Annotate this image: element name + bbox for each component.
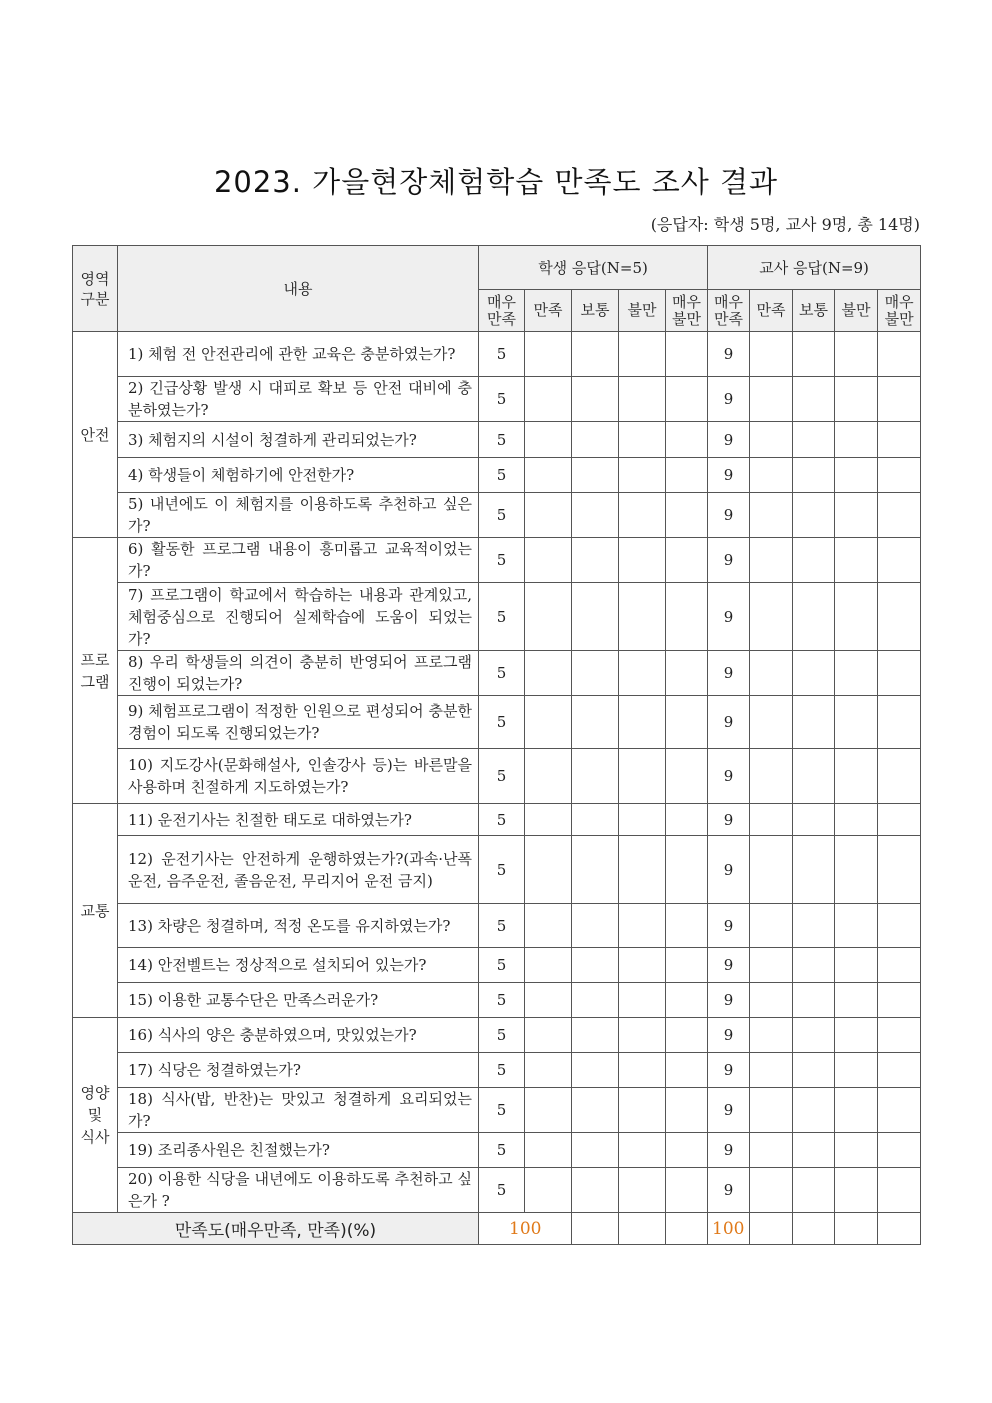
table-row <box>73 1088 921 1133</box>
question-13: 13) 차량은 청결하며, 적정 온도를 유지하였는가? <box>118 904 479 948</box>
respondent-summary: (응답자: 학생 5명, 교사 9명, 총 14명) <box>650 215 920 234</box>
question-20: 20) 이용한 식당을 내년에도 이용하도록 추천하고 싶은가 ? <box>118 1168 479 1213</box>
question-15: 15) 이용한 교통수단은 만족스러운가? <box>118 983 479 1018</box>
teacher-very-satisfied-count: 9 <box>708 1088 750 1133</box>
student-very-satisfied-count: 5 <box>479 836 525 904</box>
teacher-satisfaction-rate: 100 <box>708 1213 750 1245</box>
area-header: 영역 구분 <box>73 246 118 332</box>
question-3: 3) 체험지의 시설이 청결하게 관리되었는가? <box>118 422 479 458</box>
student-very-satisfied-count: 5 <box>479 458 525 493</box>
question-14: 14) 안전벨트는 정상적으로 설치되어 있는가? <box>118 948 479 983</box>
content-header: 내용 <box>118 246 479 332</box>
table-row <box>73 493 921 538</box>
teacher-scale-neutral: 보통 <box>793 290 835 332</box>
teacher-very-satisfied-count: 9 <box>708 422 750 458</box>
student-very-satisfied-count: 5 <box>479 948 525 983</box>
teacher-very-satisfied-count: 9 <box>708 377 750 422</box>
student-very-satisfied-count: 5 <box>479 332 525 377</box>
student-very-satisfied-count: 5 <box>479 1133 525 1168</box>
student-very-satisfied-count: 5 <box>479 651 525 696</box>
table-row <box>73 583 921 651</box>
student-response-header: 학생 응답(N=5) <box>479 246 708 290</box>
area-safety: 안전 <box>73 332 118 538</box>
teacher-scale-very-satisfied: 매우 만족 <box>708 290 750 332</box>
student-very-satisfied-count: 5 <box>479 1168 525 1213</box>
area-transport: 교통 <box>73 804 118 1018</box>
student-very-satisfied-count: 5 <box>479 538 525 583</box>
table-row <box>73 1168 921 1213</box>
question-4: 4) 학생들이 체험하기에 안전한가? <box>118 458 479 493</box>
student-very-satisfied-count: 5 <box>479 983 525 1018</box>
student-very-satisfied-count: 5 <box>479 904 525 948</box>
question-17: 17) 식당은 청결하였는가? <box>118 1053 479 1088</box>
teacher-very-satisfied-count: 9 <box>708 1018 750 1053</box>
student-scale-very-dissatisfied: 매우 불만 <box>666 290 708 332</box>
question-5: 5) 내년에도 이 체험지를 이용하도록 추천하고 싶은가? <box>118 493 479 538</box>
question-18: 18) 식사(밥, 반찬)는 맛있고 청결하게 요리되었는가? <box>118 1088 479 1133</box>
student-very-satisfied-count: 5 <box>479 749 525 804</box>
table-row <box>73 458 921 493</box>
student-scale-very-satisfied: 매우 만족 <box>479 290 525 332</box>
table-row <box>73 904 921 948</box>
teacher-response-header: 교사 응답(N=9) <box>708 246 921 290</box>
teacher-very-satisfied-count: 9 <box>708 1168 750 1213</box>
teacher-very-satisfied-count: 9 <box>708 904 750 948</box>
table-row <box>73 1053 921 1088</box>
table-row <box>73 538 921 583</box>
question-9: 9) 체험프로그램이 적정한 인원으로 편성되어 충분한 경험이 되도록 진행되었는가? <box>118 696 479 749</box>
table-row <box>73 696 921 749</box>
teacher-very-satisfied-count: 9 <box>708 1053 750 1088</box>
question-19: 19) 조리종사원은 친절했는가? <box>118 1133 479 1168</box>
question-2: 2) 긴급상황 발생 시 대피로 확보 등 안전 대비에 충분하였는가? <box>118 377 479 422</box>
area-nutrition-meals: 영양 및 식사 <box>73 1018 118 1213</box>
table-row <box>73 1018 921 1053</box>
table-row <box>73 983 921 1018</box>
teacher-very-satisfied-count: 9 <box>708 458 750 493</box>
table-row <box>73 749 921 804</box>
student-very-satisfied-count: 5 <box>479 804 525 836</box>
student-very-satisfied-count: 5 <box>479 583 525 651</box>
question-8: 8) 우리 학생들의 의견이 충분히 반영되어 프로그램 진행이 되었는가? <box>118 651 479 696</box>
teacher-scale-satisfied: 만족 <box>750 290 793 332</box>
table-row <box>73 422 921 458</box>
question-12: 12) 운전기사는 안전하게 운행하였는가?(과속·난폭운전, 음주운전, 졸음운전, 무리지어 운전 금지) <box>118 836 479 904</box>
student-very-satisfied-count: 5 <box>479 696 525 749</box>
teacher-very-satisfied-count: 9 <box>708 493 750 538</box>
teacher-scale-dissatisfied: 불만 <box>835 290 878 332</box>
table-row <box>73 377 921 422</box>
student-very-satisfied-count: 5 <box>479 493 525 538</box>
satisfaction-rate-label: 만족도(매우만족, 만족)(%) <box>73 1213 479 1245</box>
question-6: 6) 활동한 프로그램 내용이 흥미롭고 교육적이었는가? <box>118 538 479 583</box>
question-1: 1) 체험 전 안전관리에 관한 교육은 충분하였는가? <box>118 332 479 377</box>
teacher-very-satisfied-count: 9 <box>708 836 750 904</box>
teacher-very-satisfied-count: 9 <box>708 651 750 696</box>
question-10: 10) 지도강사(문화해설사, 인솔강사 등)는 바른말을 사용하며 친절하게 지도하였는가? <box>118 749 479 804</box>
table-row <box>73 836 921 904</box>
teacher-very-satisfied-count: 9 <box>708 538 750 583</box>
table-row <box>73 804 921 836</box>
summary-row <box>73 1213 921 1245</box>
teacher-very-satisfied-count: 9 <box>708 804 750 836</box>
student-very-satisfied-count: 5 <box>479 377 525 422</box>
student-scale-satisfied: 만족 <box>525 290 572 332</box>
table-row <box>73 948 921 983</box>
teacher-very-satisfied-count: 9 <box>708 1133 750 1168</box>
student-satisfaction-rate: 100 <box>479 1213 572 1245</box>
student-very-satisfied-count: 5 <box>479 1053 525 1088</box>
teacher-very-satisfied-count: 9 <box>708 948 750 983</box>
student-scale-neutral: 보통 <box>572 290 619 332</box>
table-row <box>73 651 921 696</box>
student-very-satisfied-count: 5 <box>479 422 525 458</box>
table-row <box>73 1133 921 1168</box>
teacher-very-satisfied-count: 9 <box>708 983 750 1018</box>
question-11: 11) 운전기사는 친절한 태도로 대하였는가? <box>118 804 479 836</box>
area-program: 프로 그램 <box>73 538 118 804</box>
student-very-satisfied-count: 5 <box>479 1088 525 1133</box>
student-very-satisfied-count: 5 <box>479 1018 525 1053</box>
teacher-very-satisfied-count: 9 <box>708 332 750 377</box>
question-7: 7) 프로그램이 학교에서 학습하는 내용과 관계있고, 체험중심으로 진행되어 실제학습에 도움이 되었는가? <box>118 583 479 651</box>
teacher-very-satisfied-count: 9 <box>708 749 750 804</box>
teacher-very-satisfied-count: 9 <box>708 583 750 651</box>
question-16: 16) 식사의 양은 충분하였으며, 맛있었는가? <box>118 1018 479 1053</box>
teacher-scale-very-dissatisfied: 매우 불만 <box>878 290 921 332</box>
survey-table <box>72 245 921 1245</box>
student-scale-dissatisfied: 불만 <box>619 290 666 332</box>
teacher-very-satisfied-count: 9 <box>708 696 750 749</box>
table-row <box>73 332 921 377</box>
page-title: 2023. 가을현장체험학습 만족도 조사 결과 <box>213 165 779 199</box>
